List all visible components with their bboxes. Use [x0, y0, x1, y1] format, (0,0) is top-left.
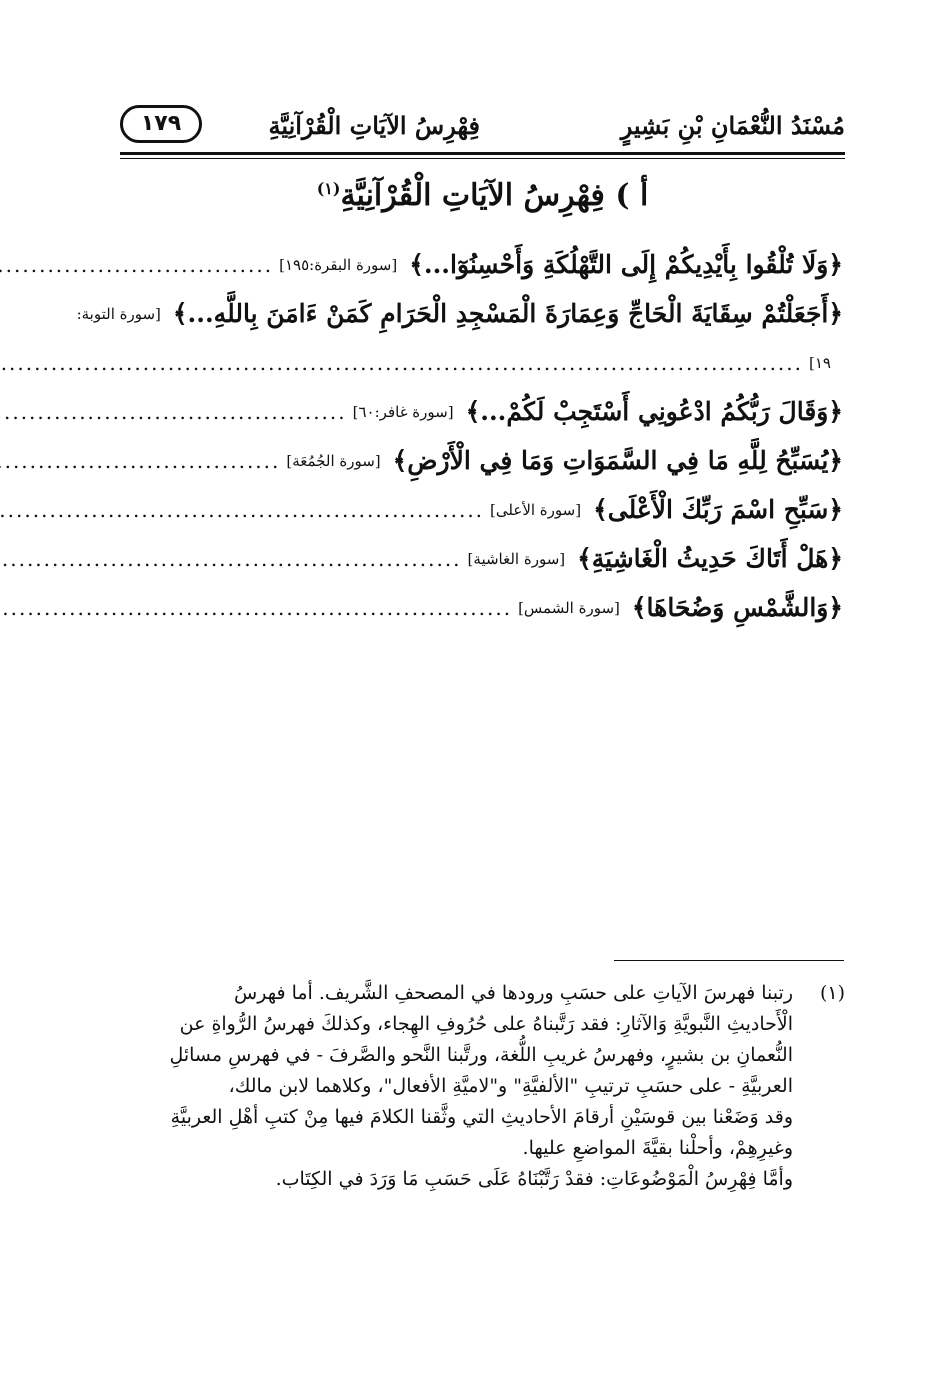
leader-dots	[0, 547, 462, 571]
sura-reference: [سورة الجُمُعَة]	[286, 451, 381, 470]
footnote-line: النُّعمانِ بن بشيرٍ، وفهرسُ غريبِ اللُّغة، ورتَّبنا النَّحو والصَّرفَ - في فهرسِ مسائلِ	[169, 1044, 793, 1066]
book-title: مُسْنَدُ النُّعْمَانِ بْنِ بَشِيرٍ	[620, 111, 845, 140]
index-entry	[125, 583, 843, 632]
leader-dots	[0, 449, 280, 473]
sura-reference: [سورة الغاشية]	[467, 549, 566, 568]
verse-text: ﴿سَبِّحِ اسْمَ رَبِّكَ الْأَعْلَى﴾	[593, 495, 843, 524]
index-entry-continuation	[125, 338, 843, 387]
footnote-marker: (١)	[819, 982, 845, 1004]
index-entry	[125, 240, 843, 289]
index-title: فِهْرِسُ الآيَاتِ الْقُرْآنِيَّةِ	[268, 111, 480, 140]
footnote-line: رتبنا فهرسَ الآياتِ على حسَبِ ورودها في المصحفِ الشَّريف. أما فهرسُ	[234, 982, 793, 1004]
sura-reference: [سورة الأعلى]	[490, 500, 582, 519]
verse-text: ﴿هَلْ أَتَاكَ حَدِيثُ الْغَاشِيَةِ﴾	[577, 544, 843, 573]
sura-reference: [سورة الشمس]	[518, 598, 620, 617]
page-number-badge: ١٧٩	[120, 105, 202, 143]
index-entry	[125, 534, 843, 583]
section-title: فِهْرِسُ الآيَاتِ الْقُرْآنِيَّةِ	[340, 178, 605, 213]
index-entry	[125, 436, 843, 485]
verse-text: ﴿وَالشَّمْسِ وَضُحَاهَا﴾	[631, 593, 843, 622]
header-rule-thin	[120, 158, 845, 159]
leader-dots	[0, 253, 273, 277]
sura-reference: [سورة غافر:٦٠]	[352, 402, 454, 421]
footnote-ref: (١)	[316, 179, 341, 198]
index-entry	[76, 289, 843, 338]
section-heading	[120, 178, 845, 213]
footnote	[125, 978, 845, 1195]
verse-text: ﴿يُسَبِّحُ لِلَّهِ مَا فِي السَّمَوَاتِ وَمَا فِي الْأَرْضِ﴾	[392, 446, 843, 475]
verse-text: ﴿وَقَالَ رَبُّكُمُ ادْعُونِي أَسْتَجِبْ لَكُمْ...﴾	[465, 397, 843, 426]
leader-dots	[0, 498, 484, 522]
footnote-line: العربيَّةِ - على حسَبِ ترتيبِ "الألفيَّةِ" و"لاميَّةِ الأفعال"، وكلاهما لابن مالك،	[228, 1075, 793, 1097]
sura-reference: ١٩]	[809, 353, 831, 372]
footnote-separator	[614, 960, 844, 961]
sura-reference: [سورة البقرة:١٩٥]	[279, 255, 398, 274]
leader-dots	[0, 400, 347, 424]
section-letter: أ )	[615, 178, 649, 213]
footnote-line: وقد وَضَعْنا بين قوسَيْنِ أرقامَ الأحاديثِ التي وثَّقنا الكلامَ فيها مِنْ كتبِ أهْلِ العربيَّةِ	[170, 1106, 793, 1128]
leader-dots	[0, 351, 803, 375]
footnote-line: وغيرِهِمْ، وأحلْنا بقيَّةَ المواضعِ عليها.	[522, 1137, 793, 1159]
footnote-body	[125, 978, 793, 1195]
header-rule-thick	[120, 152, 845, 155]
verse-text: ﴿وَلَا تُلْقُوا بِأَيْدِيكُمْ إِلَى التَّهْلُكَةِ وَأَحْسِنُوٓا...﴾	[409, 250, 843, 279]
sura-reference: [سورة التوبة:	[76, 304, 161, 323]
verse-text: ﴿أَجَعَلْتُمْ سِقَايَةَ الْحَاجِّ وَعِمَارَةَ الْمَسْجِدِ الْحَرَامِ كَمَنْ ءَامَنَ بِاللَّهِ...﴾	[172, 299, 843, 328]
verse-index-list	[76, 240, 843, 632]
index-entry	[125, 485, 843, 534]
footnote-line: الْأَحاديثِ النَّبويَّةِ وَالآثارِ: فقد رَتَّبناهُ على حُرُوفِ الهِجاء، وكذلكَ فهرسُ الرُّواةِ عن	[179, 1013, 793, 1035]
leader-dots	[0, 596, 512, 620]
footnote-line: وأمَّا فِهْرِسُ الْمَوْضُوعَاتِ: فقدْ رَتَّبْنَاهُ عَلَى حَسَبِ مَا وَرَدَ في الكِتَاب.	[275, 1168, 793, 1190]
running-header	[120, 103, 845, 149]
index-entry	[125, 387, 843, 436]
